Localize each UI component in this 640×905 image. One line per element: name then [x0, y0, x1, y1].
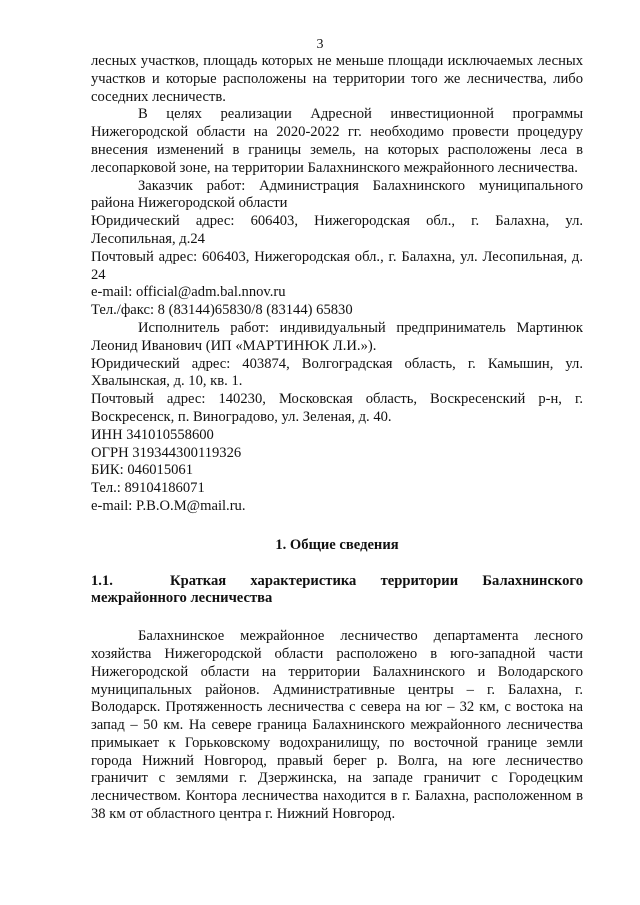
contractor-phone: Тел.: 89104186071: [91, 480, 205, 497]
contractor-ogrn: ОГРН 319344300119326: [91, 444, 242, 461]
contractor-inn: ИНН 341010558600: [91, 426, 214, 443]
contractor-legal-address: Юридический адрес: 403874, Волгоградская область, г. Камышин, ул. Хвалынская, д. 10, кв. 1.: [91, 355, 583, 390]
paragraph-customer: Заказчик работ: Администрация Балахнинского муниципального района Нижегородской области: [91, 177, 583, 212]
page-number: 3: [316, 37, 324, 52]
spacer: [91, 555, 583, 573]
customer-legal-address: Юридический адрес: 606403, Нижегородская обл., г. Балахна, ул. Лесопильная, д.24: [91, 213, 583, 247]
paragraph-forestry-description: Балахнинское межрайонное лесничество департамента лесного хозяйства Нижегородской области расположено в юго-западной части Нижегородской области на территории Балахнинского и Володарского муниципальных районов. Административные центры – г. Балахна, г. Володарск. Протяженность лесничества с севера на юг – 32 км, с востока на запад – 50 км. На севере граница Балахнинского межрайонного лесничества примыкает к Горьковскому водохранилищу, по восточной границе земли города Нижний Новгород, правый берег р. Волга, на юге лесничество граничит с землями г. Дзержинска, на западе граничит с Городецким лесничеством. Контора лесничества находится в г. Балахна, расположенном в 38 км от областного центра г. Нижний Новгород.: [91, 628, 583, 823]
customer-postal-address: Почтовый адрес: 606403, Нижегородская обл., г. Балахна, ул. Лесопильная, д. 24: [91, 248, 583, 283]
paragraph-continuation: лесных участков, площадь которых не меньше площади исключаемых лесных участков и которые расположены на территории того же лесничества, либо соседних лесничеств.: [91, 53, 583, 105]
subsection-title: Краткая характеристика территории Балахнинского межрайонного лесничества: [91, 572, 583, 607]
contractor-postal-address: Почтовый адрес: 140230, Московская область, Воскресенский р-н, г. Воскресенск, п. Виноградово, ул. Зеленая, д. 40.: [91, 391, 583, 425]
spacer: [91, 516, 583, 537]
page-content: [91, 53, 583, 824]
customer-phone-fax: Тел./факс: 8 (83144)65830/8 (83144) 65830: [91, 302, 353, 319]
paragraph-investment-program: В целях реализации Адресной инвестиционной программы Нижегородской области на 2020-2022 гг. необходимо провести процедуру внесения изменений в границы земель, на которых расположены леса в лесопарковой зоне, на территории Балахнинского межрайонного лесничества.: [91, 106, 583, 176]
spacer: [91, 608, 583, 628]
contractor-bik: БИК: 046015061: [91, 462, 194, 479]
section-heading: 1. Общие сведения: [275, 536, 399, 553]
subsection-number: 1.1.: [91, 572, 113, 589]
contractor-intro: Исполнитель работ: индивидуальный предприниматель Мартинюк Леонид Иванович (ИП «МАРТИНЮК Л.И.»).: [91, 319, 583, 354]
subsection-heading: [91, 573, 583, 609]
contractor-email: e-mail: P.B.O.M@mail.ru.: [91, 497, 246, 514]
customer-email: e-mail: official@adm.bal.nnov.ru: [91, 284, 286, 301]
